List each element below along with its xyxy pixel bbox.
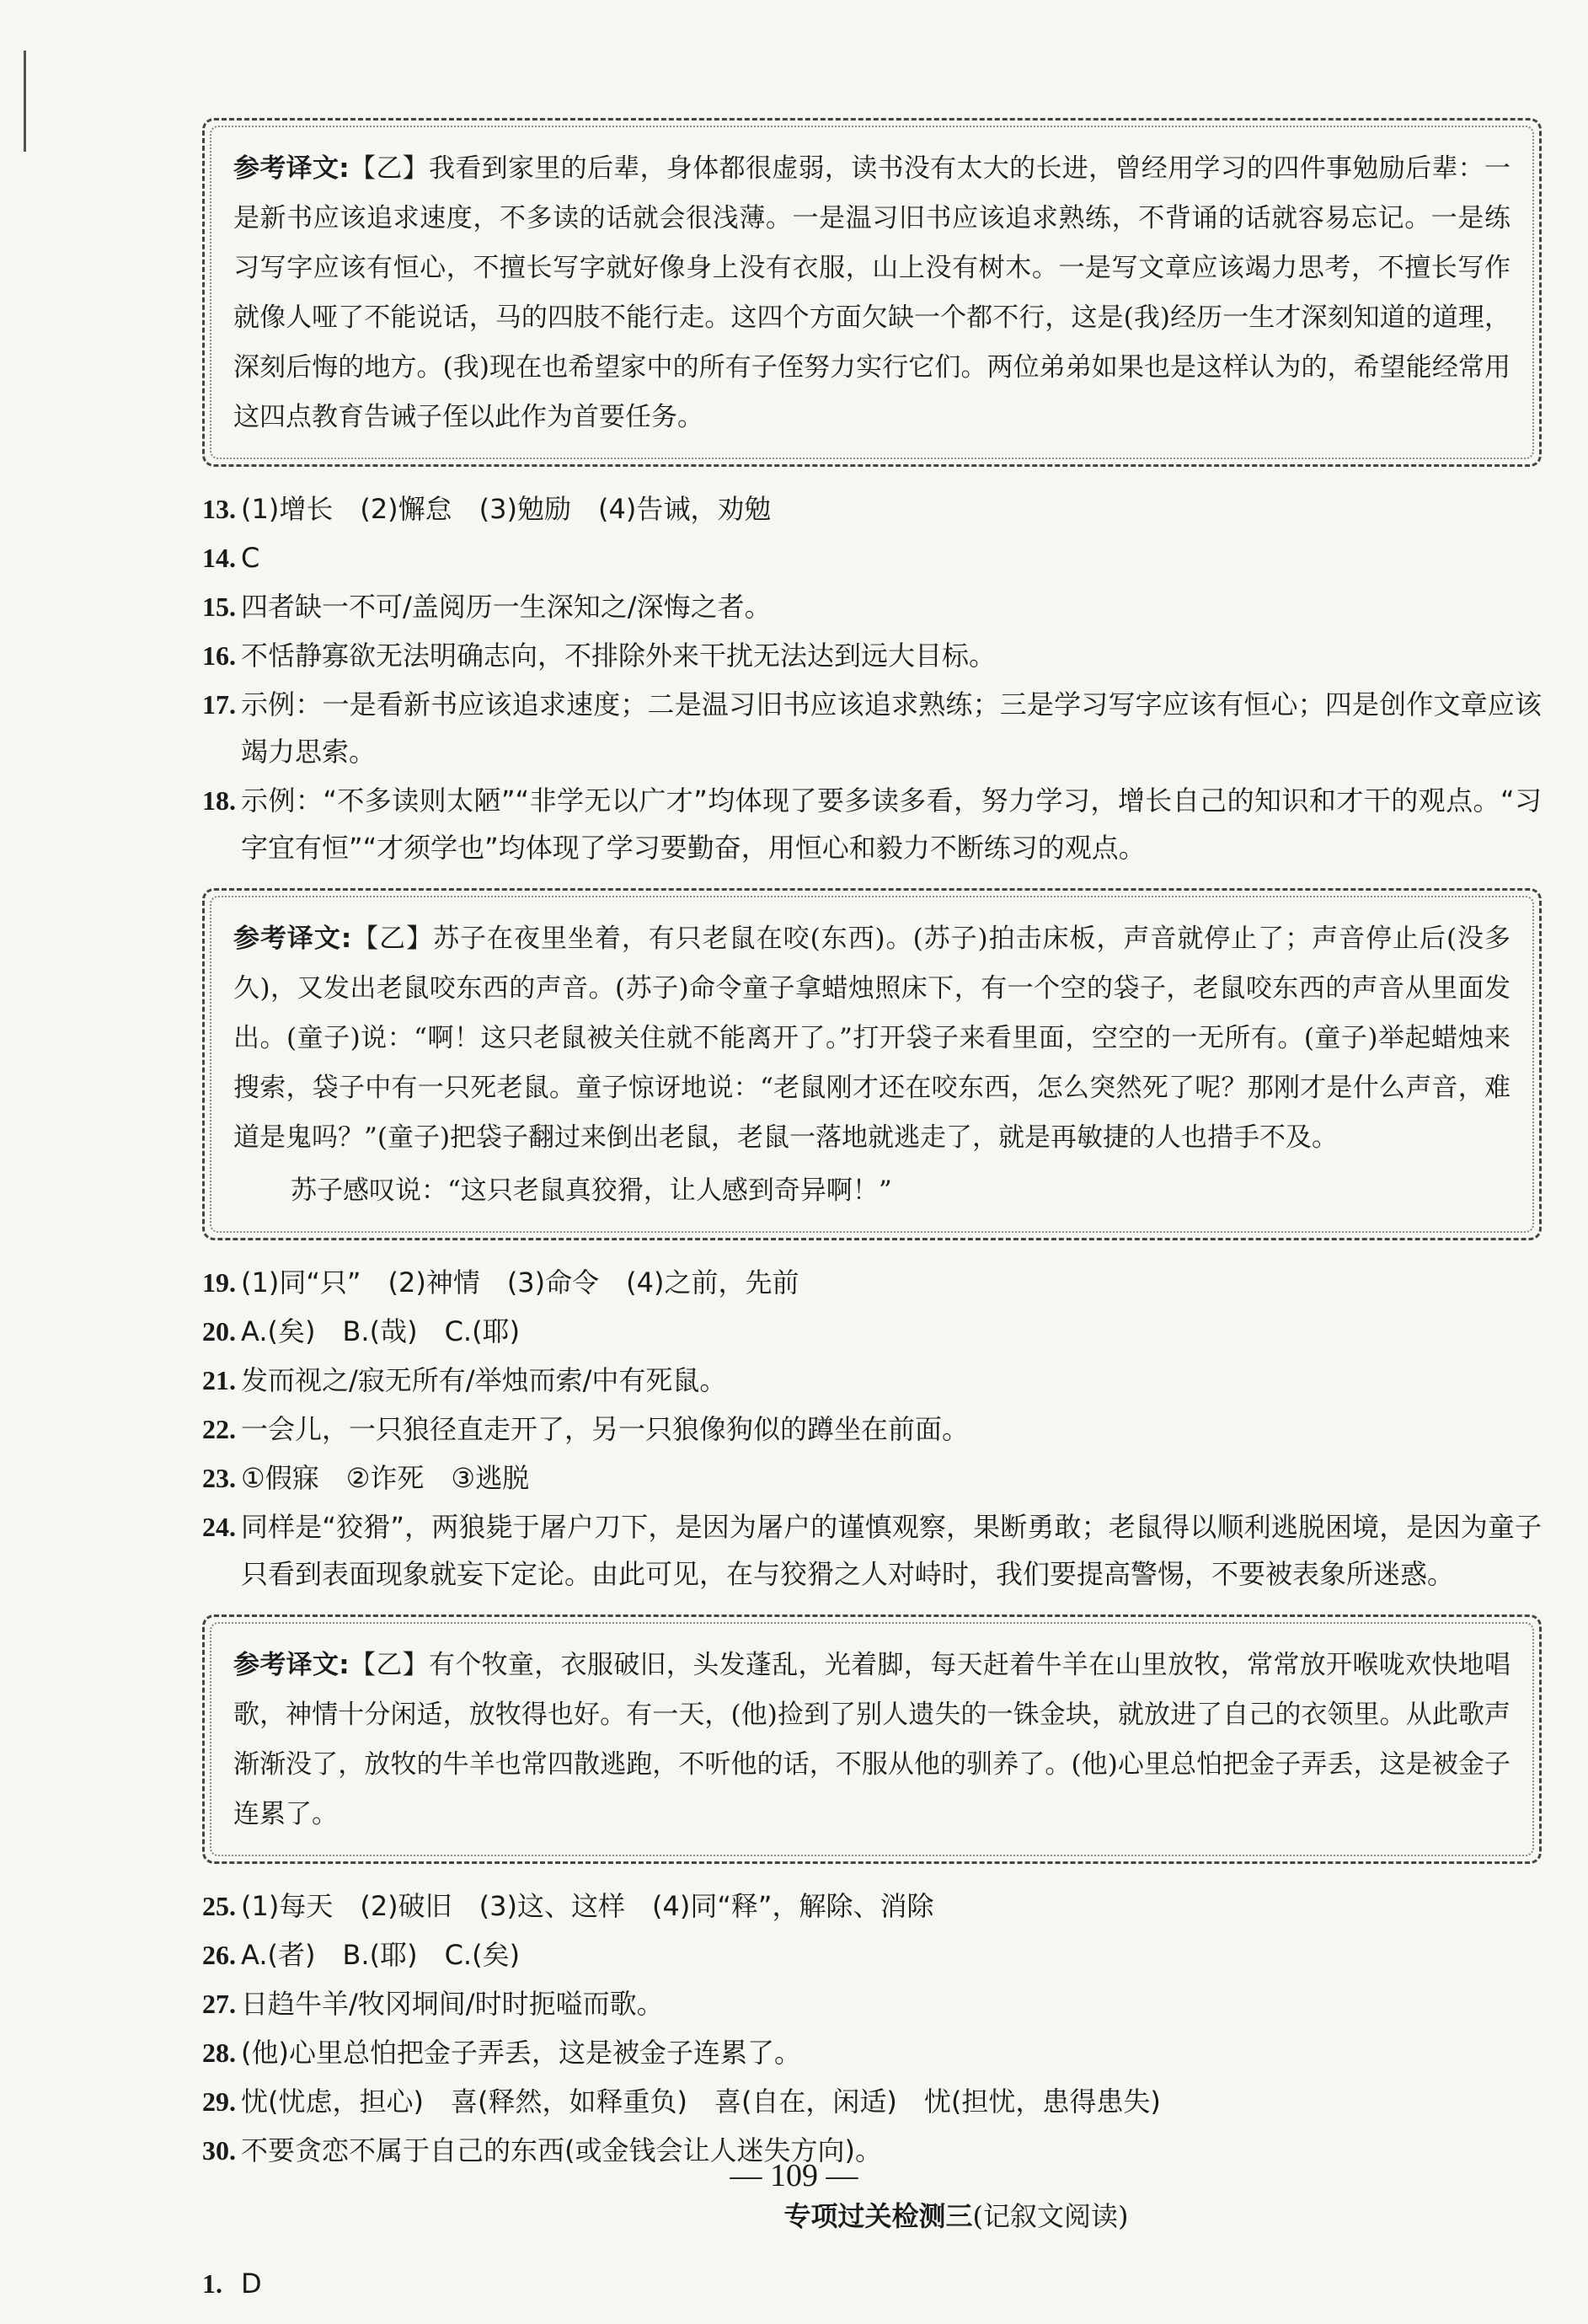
answer-item bbox=[202, 2078, 1542, 2125]
section-title-main: 专项过关检测三 bbox=[783, 2200, 973, 2232]
answer-item bbox=[202, 534, 1542, 581]
answer-number: 22. bbox=[202, 1414, 236, 1444]
box-label: 参考译文: bbox=[233, 1650, 350, 1680]
answer-number: 24. bbox=[202, 1512, 236, 1542]
section-title-sub: (记叙文阅读) bbox=[972, 2200, 1129, 2232]
answer-text: 不恬静寡欲无法明确志向，不排除外来干扰无法达到远大目标。 bbox=[241, 640, 997, 672]
answer-number: 13. bbox=[202, 494, 236, 524]
answer-number: 27. bbox=[202, 1989, 236, 2019]
answer-item bbox=[202, 1503, 1542, 1598]
reference-translation-box-1 bbox=[202, 118, 1542, 467]
answer-number: 20. bbox=[202, 1316, 236, 1347]
answer-number: 29. bbox=[202, 2086, 236, 2117]
answer-number: 28. bbox=[202, 2038, 236, 2068]
answer-text: 示例：一是看新书应该追求速度；二是温习旧书应该追求熟练；三是学习写字应该有恒心；四是创作文章应该竭力思索。 bbox=[241, 688, 1542, 768]
answer-item bbox=[202, 583, 1542, 630]
answer-number: 25. bbox=[202, 1891, 236, 1921]
answer-text: 示例：“不多读则太陋”“非学无以广才”均体现了要多读多看，努力学习，增长自己的知识和才干的观点。“习字宜有恒”“才须学也”均体现了学习要勤奋，用恒心和毅力不断练习的观点。 bbox=[241, 784, 1542, 864]
answer-number: 1. bbox=[202, 2268, 222, 2299]
box-label: 参考译文: bbox=[233, 153, 350, 184]
answer-item bbox=[202, 2029, 1542, 2076]
answer-number: 23. bbox=[202, 1463, 236, 1493]
answer-item bbox=[202, 1406, 1542, 1453]
answer-item bbox=[202, 2260, 1542, 2307]
answer-item bbox=[202, 1357, 1542, 1404]
answer-list-4 bbox=[202, 2260, 1542, 2307]
box-text: 【乙】我看到家里的后辈，身体都很虚弱，读书没有太大的长进，曾经用学习的四件事勉励后辈：一是新书应该追求速度，不多读的话就会很浅薄。一是温习旧书应该追求熟练，不背诵的话就容易忘记。一是练习写字应该有恒心，不擅长写字就好像身上没有衣服，山上没有树木。一是写文章应该竭力思考，不擅长写作就像人哑了不能说话，马的四肢不能行走。这四个方面欠缺一个都不行，这是(我)经历一生才深刻知道的道理，深刻后悔的地方。(我)现在也希望家中的所有子侄努力实行它们。两位弟弟如果也是这样认为的，希望能经常用这四点教育告诫子侄以此作为首要任务。 bbox=[233, 153, 1510, 432]
answer-text: 不要贪恋不属于自己的东西(或金钱会让人迷失方向)。 bbox=[241, 2134, 882, 2166]
reference-translation-box-3 bbox=[202, 1614, 1542, 1864]
answer-item bbox=[202, 1931, 1542, 1979]
answer-text: (1)增长 (2)懈怠 (3)勉励 (4)告诫，劝勉 bbox=[241, 493, 772, 525]
answer-number: 26. bbox=[202, 1940, 236, 1970]
answer-text: 忧(忧虑，担心) 喜(释然，如释重负) 喜(自在，闲适) 忧(担忧，患得患失) bbox=[241, 2086, 1161, 2118]
box-label: 参考译文: bbox=[233, 924, 352, 954]
answer-number: 30. bbox=[202, 2135, 236, 2166]
answer-number: 17. bbox=[202, 689, 236, 720]
answer-number: 16. bbox=[202, 640, 236, 671]
answer-number: 18. bbox=[202, 785, 236, 816]
answer-item bbox=[202, 1259, 1542, 1306]
answer-text: 同样是“狡猾”，两狼毙于屠户刀下，是因为屠户的谨慎观察，果断勇敢；老鼠得以顺利逃脱困境，是因为童子只看到表面现象就妄下定论。由此可见，在与狡猾之人对峙时，我们要提高警惕，不要被表象所迷惑。 bbox=[241, 1511, 1542, 1590]
answer-list-2 bbox=[202, 1259, 1542, 1598]
answer-item bbox=[202, 1882, 1542, 1930]
answer-item bbox=[202, 485, 1542, 533]
answer-text: A.(者) B.(耶) C.(矣) bbox=[241, 1939, 521, 1971]
answer-text: D bbox=[241, 2268, 262, 2300]
answer-text: (1)同“只” (2)神情 (3)命令 (4)之前，先前 bbox=[241, 1266, 799, 1299]
answer-item bbox=[202, 1980, 1542, 2027]
section-title bbox=[371, 2191, 1542, 2241]
answer-item bbox=[202, 681, 1542, 775]
answer-text: ①假寐 ②诈死 ③逃脱 bbox=[241, 1462, 530, 1494]
answer-item bbox=[202, 777, 1542, 871]
page-content bbox=[202, 118, 1542, 2324]
answer-text: 发而视之/寂无所有/举烛而索/中有死鼠。 bbox=[241, 1364, 727, 1396]
answer-number: 19. bbox=[202, 1267, 236, 1298]
answer-item bbox=[202, 1308, 1542, 1355]
answer-text: C bbox=[241, 542, 260, 574]
answer-text: A.(矣) B.(哉) C.(耶) bbox=[241, 1315, 521, 1347]
answer-text: (1)每天 (2)破旧 (3)这、这样 (4)同“释”，解除、消除 bbox=[241, 1890, 934, 1922]
answer-item bbox=[202, 632, 1542, 679]
box-text-paragraph-2: 苏子感叹说：“这只老鼠真狡猾，让人感到奇异啊！” bbox=[291, 1175, 892, 1206]
answer-item bbox=[202, 1454, 1542, 1502]
box-text: 【乙】有个牧童，衣服破旧，头发蓬乱，光着脚，每天赶着牛羊在山里放牧，常常放开喉咙欢快地唱歌，神情十分闲适，放牧得也好。有一天，(他)捡到了别人遗失的一铢金块，就放进了自己的衣领里。从此歌声渐渐没了，放牧的牛羊也常四散逃跑，不听他的话，不服从他的驯养了。(他)心里总怕把金子弄丢，这是被金子连累了。 bbox=[233, 1650, 1510, 1829]
answer-text: (他)心里总怕把金子弄丢，这是被金子连累了。 bbox=[241, 2037, 801, 2069]
page-number: — 109 — bbox=[730, 2158, 858, 2193]
answer-number: 14. bbox=[202, 543, 236, 573]
answer-text: 日趋牛羊/牧冈垌间/时时扼嗌而歌。 bbox=[241, 1988, 664, 2020]
answer-number: 21. bbox=[202, 1365, 236, 1395]
answer-list-3 bbox=[202, 1882, 1542, 2174]
answer-number: 15. bbox=[202, 592, 236, 622]
answer-text: 一会儿，一只狼径直走开了，另一只狼像狗似的蹲坐在前面。 bbox=[241, 1413, 970, 1445]
binding-line bbox=[24, 51, 26, 152]
answer-text: 四者缺一不可/盖阅历一生深知之/深悔之者。 bbox=[241, 591, 772, 623]
reference-translation-box-2 bbox=[202, 888, 1542, 1240]
answer-list-1 bbox=[202, 485, 1542, 871]
box-text: 【乙】苏子在夜里坐着，有只老鼠在咬(东西)。(苏子)拍击床板，声音就停止了；声音停止后(没多久)，又发出老鼠咬东西的声音。(苏子)命令童子拿蜡烛照床下，有一个空的袋子，老鼠咬东西的声音从里面发出。(童子)说：“啊！这只老鼠被关住就不能离开了。”打开袋子来看里面，空空的一无所有。(童子)举起蜡烛来搜索，袋子中有一只死老鼠。童子惊讶地说：“老鼠刚才还在咬东西，怎么突然死了呢？那刚才是什么声音，难道是鬼吗？”(童子)把袋子翻过来倒出老鼠，老鼠一落地就逃走了，就是再敏捷的人也措手不及。 bbox=[233, 924, 1510, 1153]
